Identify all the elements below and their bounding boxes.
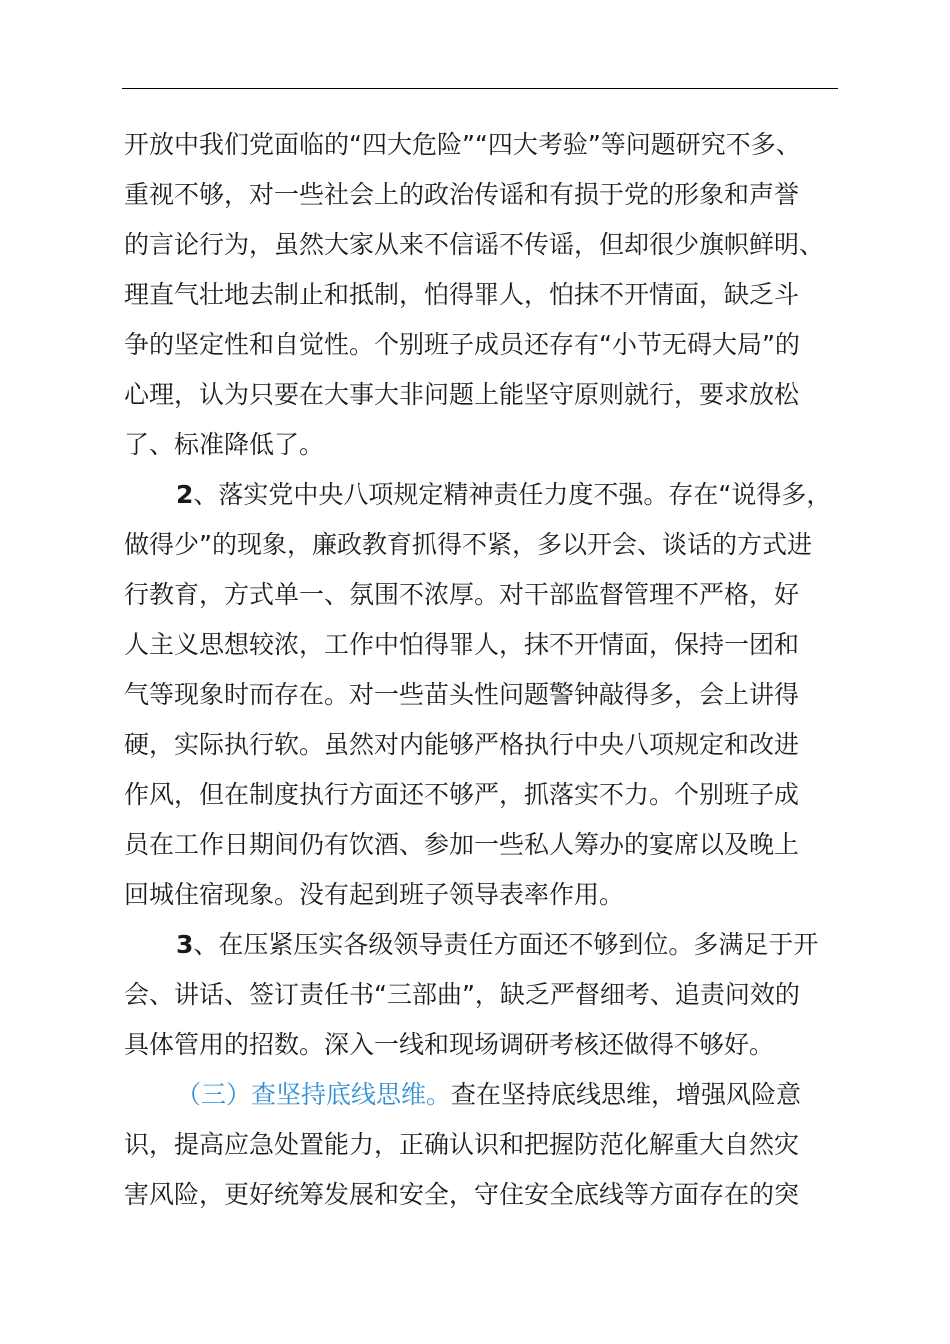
paragraph-first-line — [124, 920, 854, 970]
text-line: 重视不够，对一些社会上的政治传谣和有损于党的形象和声誉 — [124, 180, 800, 209]
text-line: 行教育，方式单一、氛围不浓厚。对干部监督管理不严格，好 — [124, 580, 800, 609]
item-number: 2 — [176, 480, 194, 509]
paragraph-first-line — [124, 470, 854, 520]
text-line: 员在工作日期间仍有饮酒、参加一些私人筹办的宴席以及晚上 — [124, 830, 800, 859]
text-line: 争的坚定性和自觉性。个别班子成员还存有“小节无碍大局”的 — [124, 330, 800, 359]
text-line: 作风，但在制度执行方面还不够严，抓落实不力。个别班子成 — [124, 780, 800, 809]
section-intro-text: 查在坚持底线思维，增强风险意 — [451, 1080, 802, 1109]
text-line: 会、讲话、签订责任书“三部曲”，缺乏严督细考、追责问效的 — [124, 980, 800, 1009]
paragraph-2 — [124, 470, 854, 920]
item-number: 3 — [176, 930, 194, 959]
document-body — [124, 120, 854, 1220]
paragraph-1 — [124, 120, 854, 470]
text-line: 理直气壮地去制止和抵制，怕得罪人，怕抹不开情面，缺乏斗 — [124, 280, 800, 309]
text-line: 的言论行为，虽然大家从来不信谣不传谣，但却很少旗帜鲜明、 — [124, 230, 825, 259]
text-line: 了、标准降低了。 — [124, 430, 325, 459]
text-line: 硬，实际执行软。虽然对内能够严格执行中央八项规定和改进 — [124, 730, 800, 759]
text-line: 具体管用的招数。深入一线和现场调研考核还做得不够好。 — [124, 1030, 775, 1059]
paragraph-first-line — [124, 1070, 854, 1120]
text-line: 害风险，更好统筹发展和安全，守住安全底线等方面存在的突 — [124, 1180, 800, 1209]
section-heading: （三）查坚持底线思维。 — [176, 1080, 452, 1109]
text-line: 开放中我们党面临的“四大危险”“四大考验”等问题研究不多、 — [124, 130, 801, 159]
text-line: 气等现象时而存在。对一些苗头性问题警钟敲得多，会上讲得 — [124, 680, 800, 709]
paragraph-3 — [124, 920, 854, 1070]
header-rule — [122, 88, 838, 89]
text-line: 做得少”的现象，廉政教育抓得不紧，多以开会、谈话的方式进 — [124, 530, 812, 559]
text-line: 回城住宿现象。没有起到班子领导表率作用。 — [124, 880, 625, 909]
text-line: 心理，认为只要在大事大非问题上能坚守原则就行，要求放松 — [124, 380, 800, 409]
paragraph-section-3 — [124, 1070, 854, 1220]
item-title-text: 、在压紧压实各级领导责任方面还不够到位。多满足于开 — [193, 930, 819, 959]
item-title-text: 、落实党中央八项规定精神责任力度不强。存在“说得多， — [193, 480, 832, 509]
text-line: 人主义思想较浓，工作中怕得罪人，抹不开情面，保持一团和 — [124, 630, 800, 659]
text-line: 识，提高应急处置能力，正确认识和把握防范化解重大自然灾 — [124, 1130, 800, 1159]
